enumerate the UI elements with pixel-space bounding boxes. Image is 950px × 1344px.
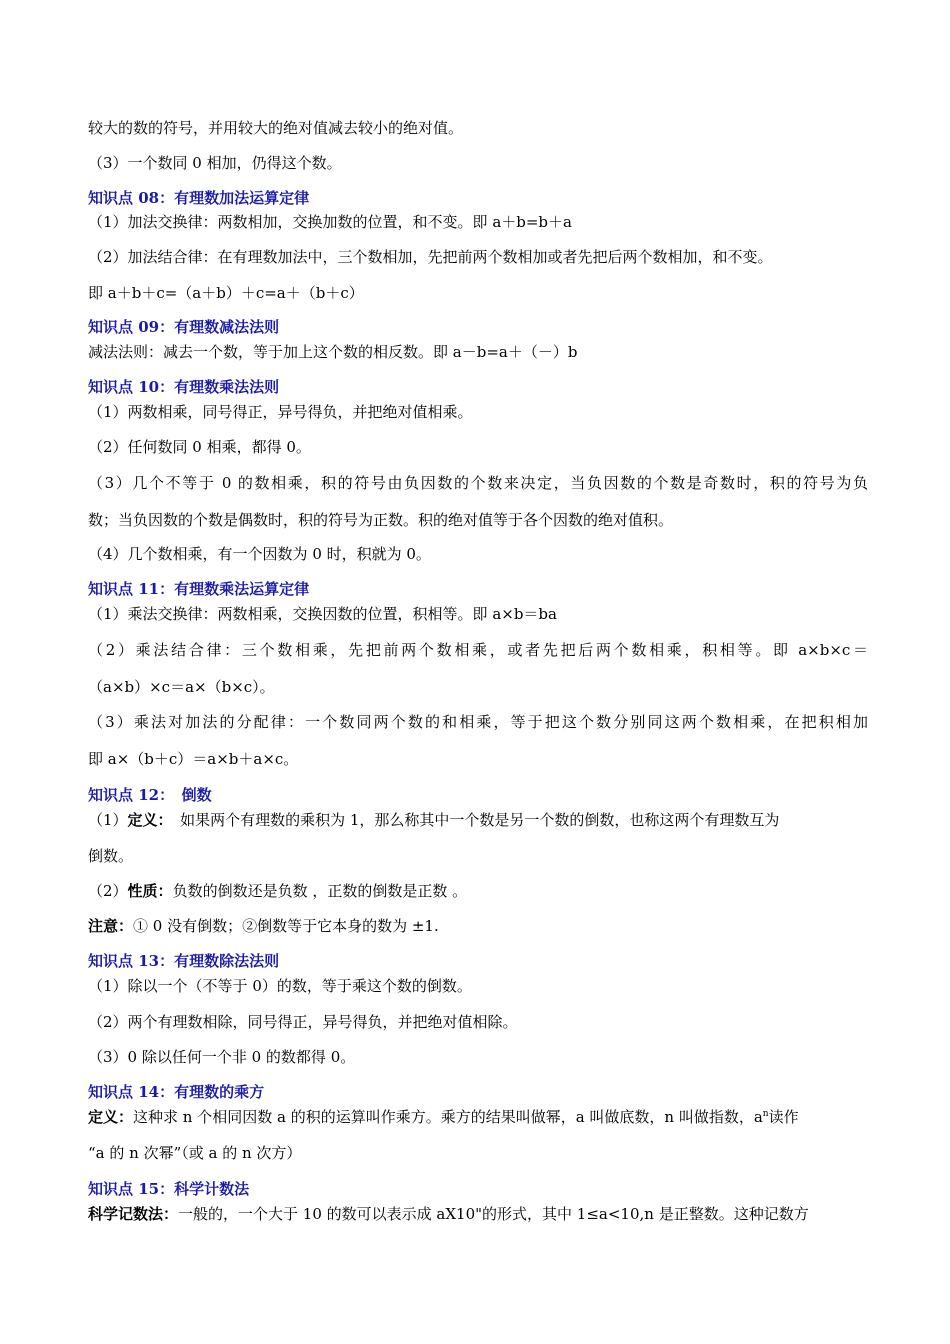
text-line-definition — [88, 1107, 868, 1127]
section-heading-12: 知识点 12： 倒数 — [88, 786, 212, 804]
text-line: （a×b）×c＝a×（b×c）。 — [88, 678, 275, 696]
text-line-definition — [88, 1204, 868, 1224]
section-heading-15: 知识点 15：科学计数法 — [88, 1180, 250, 1198]
section-heading-10: 知识点 10：有理数乘法法则 — [88, 378, 280, 396]
text-line-definition — [88, 810, 868, 830]
property-label: 性质： — [127, 882, 173, 900]
text-line: （1）加法交换律：两数相加，交换加数的位置，和不变。即 a＋b=b＋a — [88, 213, 572, 231]
definition-label: 定义： — [127, 811, 166, 829]
text-line: （3）一个数同 0 相加，仍得这个数。 — [88, 154, 342, 172]
definition-label: 科学记数法： — [88, 1205, 179, 1223]
text-line: （1）两数相乘，同号得正，异号得负，并把绝对值相乘。 — [88, 403, 473, 421]
definition-text: 如果两个有理数的乘积为 1，那么称其中一个数是另一个数的倒数，也称这两个有理数互为 — [165, 811, 780, 829]
exponent-superscript: n — [762, 1109, 769, 1119]
note-label: 注意： — [88, 917, 134, 935]
section-heading-08: 知识点 08：有理数加法运算定律 — [88, 189, 310, 207]
definition-text: 一般的，一个大于 10 的数可以表示成 aX10"的形式，其中 1≤a<10,n 是正整数。这种记数方 — [178, 1205, 809, 1223]
text-line: （1）乘法交换律：两数相乘，交换因数的位置，积相等。即 a×b＝ba — [88, 605, 557, 623]
text-line: （4）几个数相乘，有一个因数为 0 时，积就为 0。 — [88, 545, 431, 563]
text-line: （2）加法结合律：在有理数加法中，三个数相加，先把前两个数相加或者先把后两个数相加，和不变。 — [88, 248, 773, 266]
text-line: 即 a＋b＋c=（a＋b）＋c=a＋（b＋c） — [88, 284, 364, 302]
text-line: （2）两个有理数相除，同号得正，异号得负，并把绝对值相除。 — [88, 1013, 518, 1031]
text-line: （3）乘法对加法的分配律：一个数同两个数的和相乘，等于把这个数分别同这两个数相乘，在把积相加 — [88, 713, 868, 731]
text-line: （3）0 除以任何一个非 0 的数都得 0。 — [88, 1048, 356, 1066]
text-line: “a 的 n 次幂”（或 a 的 n 次方） — [88, 1144, 302, 1162]
section-heading-09: 知识点 09：有理数减法法则 — [88, 318, 280, 336]
definition-text: 这种求 n 个相同因数 a 的积的运算叫作乘方。乘方的结果叫做幂，a 叫做底数，n 叫做指数，a — [133, 1108, 763, 1126]
item-prefix: （1） — [88, 811, 128, 829]
note-text: ① 0 没有倒数；②倒数等于它本身的数为 ±1. — [133, 917, 439, 935]
property-text: 负数的倒数还是负数 ，正数的倒数是正数 。 — [172, 882, 468, 900]
definition-tail: 读作 — [768, 1108, 799, 1126]
text-line: 倒数。 — [88, 847, 134, 865]
text-line: （1）除以一个（不等于 0）的数，等于乘这个数的倒数。 — [88, 977, 472, 995]
item-prefix: （2） — [88, 882, 128, 900]
text-line: 减法法则：减去一个数，等于加上这个数的相反数。即 a－b=a＋（－）b — [88, 343, 578, 361]
text-line: 即 a×（b＋c）＝a×b＋a×c。 — [88, 750, 299, 768]
section-heading-13: 知识点 13：有理数除法法则 — [88, 952, 280, 970]
text-line-property — [88, 881, 868, 901]
definition-label: 定义： — [88, 1108, 134, 1126]
section-heading-14: 知识点 14：有理数的乘方 — [88, 1083, 265, 1101]
text-line: （2）乘法结合律：三个数相乘，先把前两个数相乘，或者先把后两个数相乘，积相等。即 a×b×c＝ — [88, 641, 868, 659]
text-line: （3）几个不等于 0 的数相乘，积的符号由负因数的个数来决定，当负因数的个数是奇数时，积的符号为负 — [88, 474, 868, 492]
text-line: 数；当负因数的个数是偶数时，积的符号为正数。积的绝对值等于各个因数的绝对值积。 — [88, 511, 674, 529]
text-line: （2）任何数同 0 相乘，都得 0。 — [88, 438, 311, 456]
text-line: 较大的数的符号，并用较大的绝对值减去较小的绝对值。 — [88, 119, 464, 137]
section-heading-11: 知识点 11：有理数乘法运算定律 — [88, 580, 310, 598]
text-line-note — [88, 916, 868, 936]
